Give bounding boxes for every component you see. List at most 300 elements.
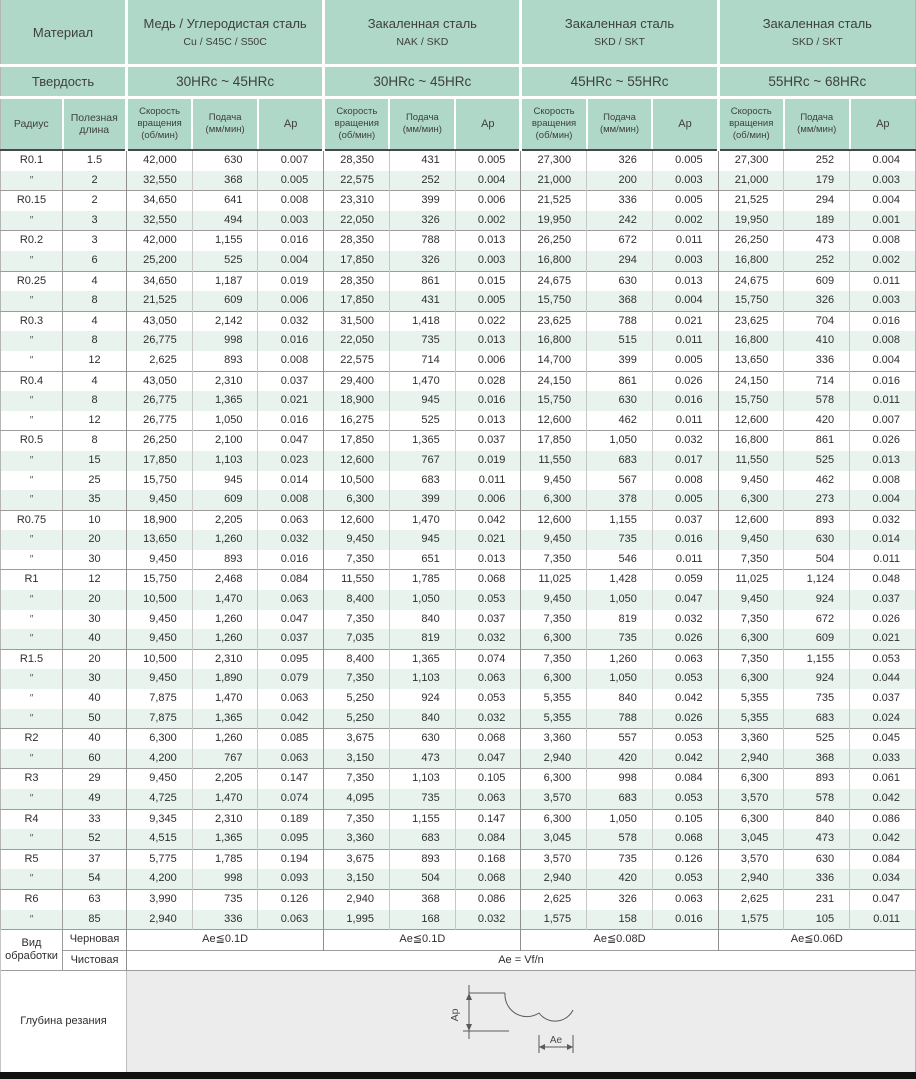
value-cell: 7,035 [324,629,390,649]
table-row [1,849,916,869]
value-cell: 0.084 [652,769,718,789]
table-row [1,510,916,530]
value-cell: 252 [784,150,850,171]
value-cell: 16,800 [718,431,784,451]
value-cell: 32,550 [127,211,193,231]
value-cell: 0.032 [455,629,521,649]
value-cell: 0.016 [258,550,324,570]
length-cell: 30 [63,610,127,630]
value-cell: 3,570 [718,789,784,809]
radius-cell: ″ [1,789,63,809]
value-cell: 0.063 [258,910,324,930]
value-cell: 6,300 [521,629,587,649]
value-cell: 0.004 [850,191,916,211]
value-cell: 0.005 [652,150,718,171]
value-cell: 6,300 [718,669,784,689]
value-cell: 861 [784,431,850,451]
value-cell: 0.037 [258,371,324,391]
value-cell: 0.032 [652,610,718,630]
value-cell: 431 [389,150,455,171]
value-cell: 242 [587,211,653,231]
value-cell: 1,785 [192,849,258,869]
value-cell: 6,300 [718,769,784,789]
value-cell: 3,675 [324,849,390,869]
value-cell: 0.004 [258,251,324,271]
value-cell: 24,675 [521,271,587,291]
material-group-2 [324,0,521,66]
value-cell: 0.016 [455,391,521,411]
hardness-group-3: 45HRc ~ 55HRc [521,66,718,98]
value-cell: 3,150 [324,749,390,769]
value-cell: 294 [587,251,653,271]
length-cell: 49 [63,789,127,809]
value-cell: 1,155 [587,510,653,530]
length-cell: 8 [63,391,127,411]
value-cell: 42,000 [127,150,193,171]
radius-cell: ″ [1,869,63,889]
value-cell: 1,050 [587,590,653,610]
value-cell: 0.063 [258,590,324,610]
value-cell: 494 [192,211,258,231]
value-cell: 420 [784,411,850,431]
length-cell: 3 [63,231,127,251]
length-cell: 8 [63,291,127,311]
value-cell: 7,350 [324,769,390,789]
col-header-feed: Подача (мм/мин) [587,98,653,151]
length-cell: 25 [63,471,127,491]
value-cell: 0.003 [455,251,521,271]
value-cell: 0.008 [258,490,324,510]
value-cell: 735 [784,689,850,709]
value-cell: 998 [587,769,653,789]
radius-cell: R1 [1,570,63,590]
value-cell: 17,850 [127,451,193,471]
length-cell: 54 [63,869,127,889]
ap-dimension-label: Ap [449,1008,461,1021]
value-cell: 0.011 [850,271,916,291]
value-cell: 1,575 [521,910,587,930]
col-header-feed: Подача (мм/мин) [784,98,850,151]
value-cell: 34,650 [127,191,193,211]
value-cell: 1,260 [192,629,258,649]
processing-type-label: Вид обработки [1,930,63,971]
table-row [1,191,916,211]
radius-cell: ″ [1,629,63,649]
value-cell: 2,940 [127,910,193,930]
value-cell: 578 [784,391,850,411]
value-cell: 336 [587,191,653,211]
value-cell: 7,350 [324,809,390,829]
material-row [1,0,916,66]
value-cell: 0.105 [455,769,521,789]
value-cell: 0.032 [455,910,521,930]
value-cell: 0.063 [455,789,521,809]
value-cell: 0.086 [455,889,521,909]
value-cell: 609 [784,629,850,649]
bottom-bar [0,1072,916,1079]
material-grades: Cu / S45C / S50C [183,36,267,48]
value-cell: 0.084 [455,829,521,849]
value-cell: 0.016 [652,910,718,930]
value-cell: 9,450 [127,669,193,689]
value-cell: 11,550 [521,451,587,471]
value-cell: 0.074 [258,789,324,809]
length-cell: 8 [63,431,127,451]
value-cell: 158 [587,910,653,930]
value-cell: 0.011 [850,550,916,570]
length-cell: 40 [63,729,127,749]
value-cell: 735 [587,530,653,550]
value-cell: 3,045 [718,829,784,849]
value-cell: 26,250 [127,431,193,451]
value-cell: 0.042 [652,749,718,769]
value-cell: 0.042 [652,689,718,709]
value-cell: 2,310 [192,809,258,829]
value-cell: 0.037 [850,689,916,709]
value-cell: 0.011 [652,231,718,251]
value-cell: 0.093 [258,869,324,889]
material-group-4 [718,0,915,66]
radius-cell: R4 [1,809,63,829]
value-cell: 17,850 [521,431,587,451]
value-cell: 788 [587,709,653,729]
value-cell: 641 [192,191,258,211]
radius-cell: R0.75 [1,510,63,530]
value-cell: 399 [389,490,455,510]
table-row [1,629,916,649]
rough-value-group-1: Ae≦0.1D [127,930,324,951]
value-cell: 683 [587,451,653,471]
table-row [1,371,916,391]
value-cell: 15,750 [718,391,784,411]
value-cell: 0.063 [258,689,324,709]
value-cell: 0.026 [652,709,718,729]
radius-cell: R2 [1,729,63,749]
value-cell: 0.021 [455,530,521,550]
length-cell: 35 [63,490,127,510]
value-cell: 0.032 [455,709,521,729]
value-cell: 0.085 [258,729,324,749]
value-cell: 0.003 [850,171,916,191]
radius-cell: ″ [1,910,63,930]
value-cell: 0.016 [652,530,718,550]
value-cell: 0.126 [258,889,324,909]
table-row [1,490,916,510]
value-cell: 0.019 [455,451,521,471]
length-cell: 40 [63,689,127,709]
value-cell: 0.007 [258,150,324,171]
value-cell: 0.015 [455,271,521,291]
value-cell: 0.053 [850,649,916,669]
value-cell: 924 [784,669,850,689]
value-cell: 840 [389,610,455,630]
radius-cell: R0.2 [1,231,63,251]
value-cell: 9,450 [718,471,784,491]
value-cell: 26,250 [521,231,587,251]
col-header-speed: Скорость вращения (об/мин) [324,98,390,151]
value-cell: 0.042 [850,789,916,809]
length-cell: 2 [63,191,127,211]
table-row [1,211,916,231]
value-cell: 1,365 [192,391,258,411]
radius-cell: R0.1 [1,150,63,171]
value-cell: 4,200 [127,749,193,769]
value-cell: 28,350 [324,150,390,171]
value-cell: 1,995 [324,910,390,930]
value-cell: 0.004 [850,351,916,371]
material-grades: SKD / SKT [594,36,645,48]
value-cell: 336 [192,910,258,930]
table-row [1,331,916,351]
value-cell: 0.003 [258,211,324,231]
radius-cell: R0.4 [1,371,63,391]
table-row [1,530,916,550]
col-header-radius: Радиус [1,98,63,151]
radius-cell: R0.3 [1,311,63,331]
value-cell: 0.013 [455,411,521,431]
value-cell: 368 [192,171,258,191]
value-cell: 1,470 [192,689,258,709]
value-cell: 4,515 [127,829,193,849]
value-cell: 0.032 [258,530,324,550]
value-cell: 525 [389,411,455,431]
value-cell: 0.053 [652,669,718,689]
value-cell: 672 [587,231,653,251]
value-cell: 27,300 [718,150,784,171]
hardness-group-2: 30HRc ~ 45HRc [324,66,521,98]
value-cell: 7,350 [324,550,390,570]
value-cell: 326 [587,889,653,909]
value-cell: 6,300 [521,490,587,510]
table-row [1,171,916,191]
value-cell: 399 [389,191,455,211]
value-cell: 431 [389,291,455,311]
value-cell: 0.013 [850,451,916,471]
length-cell: 15 [63,451,127,471]
value-cell: 12,600 [718,510,784,530]
value-cell: 1,103 [389,669,455,689]
table-row [1,669,916,689]
value-cell: 0.079 [258,669,324,689]
value-cell: 735 [389,789,455,809]
radius-cell: ″ [1,709,63,729]
value-cell: 0.037 [652,510,718,530]
length-cell: 30 [63,669,127,689]
radius-cell: R1.5 [1,649,63,669]
value-cell: 788 [587,311,653,331]
value-cell: 0.033 [850,749,916,769]
value-cell: 2,310 [192,371,258,391]
value-cell: 17,850 [324,431,390,451]
material-grades: NAK / SKD [396,36,449,48]
table-row [1,590,916,610]
value-cell: 2,625 [718,889,784,909]
value-cell: 9,450 [324,530,390,550]
value-cell: 2,310 [192,649,258,669]
value-cell: 8,400 [324,649,390,669]
value-cell: 462 [587,411,653,431]
value-cell: 0.002 [652,211,718,231]
value-cell: 0.042 [850,829,916,849]
value-cell: 189 [784,211,850,231]
value-cell: 1,365 [389,431,455,451]
value-cell: 0.019 [258,271,324,291]
hardness-group-4: 55HRc ~ 68HRc [718,66,915,98]
material-group-1 [127,0,324,66]
value-cell: 704 [784,311,850,331]
value-cell: 3,990 [127,889,193,909]
value-cell: 12,600 [521,510,587,530]
value-cell: 0.013 [455,550,521,570]
col-header-ap: Ap [652,98,718,151]
value-cell: 0.016 [258,411,324,431]
radius-cell: ″ [29,693,34,705]
value-cell: 19,950 [718,211,784,231]
value-cell: 22,575 [324,171,390,191]
table-row [1,431,916,451]
value-cell: 0.032 [850,510,916,530]
value-cell: 0.074 [455,649,521,669]
value-cell: 6,300 [521,669,587,689]
material-name: Медь / Углеродистая сталь [143,16,307,31]
depth-row [1,971,916,1073]
value-cell: 12,600 [324,510,390,530]
value-cell: 0.095 [258,829,324,849]
value-cell: 13,650 [718,351,784,371]
value-cell: 0.017 [652,451,718,471]
value-cell: 5,355 [521,709,587,729]
value-cell: 0.042 [455,510,521,530]
table-row [1,910,916,930]
value-cell: 6,300 [324,490,390,510]
value-cell: 0.032 [652,431,718,451]
value-cell: 9,450 [718,590,784,610]
value-cell: 0.014 [258,471,324,491]
value-cell: 924 [389,689,455,709]
radius-cell: ″ [1,331,63,351]
value-cell: 26,775 [127,411,193,431]
value-cell: 273 [784,490,850,510]
value-cell: 546 [587,550,653,570]
value-cell: 368 [587,291,653,311]
value-cell: 26,775 [127,391,193,411]
value-cell: 9,450 [127,550,193,570]
value-cell: 16,275 [324,411,390,431]
value-cell: 0.014 [850,530,916,550]
value-cell: 9,450 [521,471,587,491]
value-cell: 7,350 [718,649,784,669]
length-cell: 6 [63,251,127,271]
value-cell: 1,155 [784,649,850,669]
value-cell: 0.063 [652,649,718,669]
length-cell: 52 [63,829,127,849]
value-cell: 0.147 [258,769,324,789]
value-cell: 630 [784,849,850,869]
material-label: Материал [1,0,127,66]
value-cell: 42,000 [127,231,193,251]
value-cell: 1,418 [389,311,455,331]
table-row [1,709,916,729]
value-cell: 326 [389,211,455,231]
value-cell: 326 [587,150,653,171]
value-cell: 0.006 [455,351,521,371]
value-cell: 515 [587,331,653,351]
value-cell: 1,260 [192,530,258,550]
radius-cell: ″ [1,530,63,550]
value-cell: 0.021 [850,629,916,649]
value-cell: 2,625 [521,889,587,909]
value-cell: 0.004 [652,291,718,311]
value-cell: 7,350 [718,610,784,630]
value-cell: 7,350 [521,610,587,630]
value-cell: 9,345 [127,809,193,829]
value-cell: 2,100 [192,431,258,451]
table-row [1,689,916,709]
value-cell: 0.126 [652,849,718,869]
value-cell: 12,600 [324,451,390,471]
value-cell: 31,500 [324,311,390,331]
value-cell: 15,750 [127,471,193,491]
table-row [1,829,916,849]
value-cell: 0.007 [850,411,916,431]
column-header-row [1,98,916,151]
value-cell: 15,750 [521,391,587,411]
value-cell: 0.053 [455,590,521,610]
value-cell: 21,000 [521,171,587,191]
length-cell: 60 [63,749,127,769]
table-row [1,809,916,829]
length-cell: 8 [63,331,127,351]
value-cell: 22,050 [324,331,390,351]
radius-cell: ″ [1,211,63,231]
table-row [1,251,916,271]
table-row [1,649,916,669]
value-cell: 0.008 [850,231,916,251]
value-cell: 0.048 [850,570,916,590]
value-cell: 840 [587,689,653,709]
value-cell: 683 [389,471,455,491]
value-cell: 0.004 [455,171,521,191]
value-cell: 0.086 [850,809,916,829]
value-cell: 0.084 [850,849,916,869]
value-cell: 0.034 [850,869,916,889]
value-cell: 7,350 [718,550,784,570]
hardness-label: Твердость [1,66,127,98]
value-cell: 1,050 [192,411,258,431]
value-cell: 7,875 [127,689,193,709]
value-cell: 5,775 [127,849,193,869]
value-cell: 767 [192,749,258,769]
value-cell: 43,050 [127,371,193,391]
radius-cell: ″ [29,553,34,565]
value-cell: 0.053 [652,729,718,749]
value-cell: 0.063 [258,749,324,769]
value-cell: 15,750 [718,291,784,311]
value-cell: 893 [784,769,850,789]
value-cell: 819 [587,610,653,630]
value-cell: 0.005 [652,191,718,211]
value-cell: 683 [587,789,653,809]
rough-label: Черновая [63,930,127,951]
value-cell: 462 [784,471,850,491]
length-cell: 29 [63,769,127,789]
value-cell: 0.002 [455,211,521,231]
value-cell: 6,300 [718,629,784,649]
value-cell: 7,875 [127,709,193,729]
value-cell: 10,500 [127,590,193,610]
table-row [1,471,916,491]
value-cell: 0.022 [455,311,521,331]
